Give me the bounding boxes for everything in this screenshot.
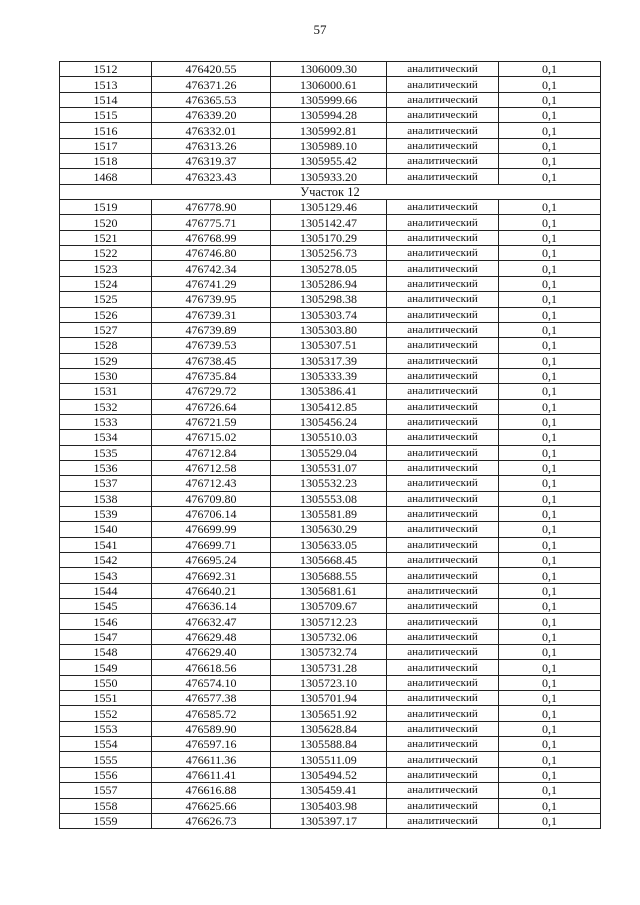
accuracy-cell: 0,1 bbox=[499, 368, 601, 383]
accuracy-cell: 0,1 bbox=[499, 414, 601, 429]
point-number-cell: 1542 bbox=[60, 553, 152, 568]
y-coordinate-cell: 1305333.39 bbox=[271, 368, 387, 383]
x-coordinate-cell: 476319.37 bbox=[152, 154, 271, 169]
accuracy-cell: 0,1 bbox=[499, 230, 601, 245]
method-cell: аналитический bbox=[387, 123, 499, 138]
y-coordinate-cell: 1305529.04 bbox=[271, 445, 387, 460]
accuracy-cell: 0,1 bbox=[499, 537, 601, 552]
x-coordinate-cell: 476695.24 bbox=[152, 553, 271, 568]
method-cell: аналитический bbox=[387, 691, 499, 706]
point-number-cell: 1537 bbox=[60, 476, 152, 491]
table-row bbox=[60, 568, 601, 583]
y-coordinate-cell: 1305142.47 bbox=[271, 215, 387, 230]
method-cell: аналитический bbox=[387, 537, 499, 552]
point-number-cell: 1526 bbox=[60, 307, 152, 322]
y-coordinate-cell: 1305403.98 bbox=[271, 798, 387, 813]
method-cell: аналитический bbox=[387, 368, 499, 383]
y-coordinate-cell: 1305732.74 bbox=[271, 645, 387, 660]
point-number-cell: 1517 bbox=[60, 138, 152, 153]
point-number-cell: 1545 bbox=[60, 599, 152, 614]
method-cell: аналитический bbox=[387, 752, 499, 767]
y-coordinate-cell: 1305994.28 bbox=[271, 108, 387, 123]
table-row bbox=[60, 737, 601, 752]
y-coordinate-cell: 1305553.08 bbox=[271, 491, 387, 506]
method-cell: аналитический bbox=[387, 261, 499, 276]
method-cell: аналитический bbox=[387, 307, 499, 322]
point-number-cell: 1552 bbox=[60, 706, 152, 721]
method-cell: аналитический bbox=[387, 599, 499, 614]
point-number-cell: 1533 bbox=[60, 414, 152, 429]
accuracy-cell: 0,1 bbox=[499, 568, 601, 583]
x-coordinate-cell: 476585.72 bbox=[152, 706, 271, 721]
table-row bbox=[60, 583, 601, 598]
point-number-cell: 1541 bbox=[60, 537, 152, 552]
x-coordinate-cell: 476739.31 bbox=[152, 307, 271, 322]
table-row bbox=[60, 108, 601, 123]
accuracy-cell: 0,1 bbox=[499, 92, 601, 107]
table-row bbox=[60, 491, 601, 506]
accuracy-cell: 0,1 bbox=[499, 599, 601, 614]
table-row bbox=[60, 154, 601, 169]
table-row bbox=[60, 522, 601, 537]
accuracy-cell: 0,1 bbox=[499, 246, 601, 261]
point-number-cell: 1532 bbox=[60, 399, 152, 414]
x-coordinate-cell: 476574.10 bbox=[152, 675, 271, 690]
method-cell: аналитический bbox=[387, 645, 499, 660]
x-coordinate-cell: 476778.90 bbox=[152, 200, 271, 215]
method-cell: аналитический bbox=[387, 737, 499, 752]
method-cell: аналитический bbox=[387, 660, 499, 675]
point-number-cell: 1538 bbox=[60, 491, 152, 506]
method-cell: аналитический bbox=[387, 506, 499, 521]
x-coordinate-cell: 476739.53 bbox=[152, 338, 271, 353]
point-number-cell: 1543 bbox=[60, 568, 152, 583]
table-row bbox=[60, 123, 601, 138]
point-number-cell: 1523 bbox=[60, 261, 152, 276]
table-row bbox=[60, 353, 601, 368]
table-row bbox=[60, 246, 601, 261]
y-coordinate-cell: 1305286.94 bbox=[271, 276, 387, 291]
x-coordinate-cell: 476729.72 bbox=[152, 384, 271, 399]
table-row bbox=[60, 200, 601, 215]
x-coordinate-cell: 476738.45 bbox=[152, 353, 271, 368]
method-cell: аналитический bbox=[387, 77, 499, 92]
point-number-cell: 1554 bbox=[60, 737, 152, 752]
accuracy-cell: 0,1 bbox=[499, 215, 601, 230]
point-number-cell: 1551 bbox=[60, 691, 152, 706]
table-row bbox=[60, 460, 601, 475]
y-coordinate-cell: 1305992.81 bbox=[271, 123, 387, 138]
point-number-cell: 1529 bbox=[60, 353, 152, 368]
accuracy-cell: 0,1 bbox=[499, 645, 601, 660]
method-cell: аналитический bbox=[387, 476, 499, 491]
method-cell: аналитический bbox=[387, 353, 499, 368]
accuracy-cell: 0,1 bbox=[499, 108, 601, 123]
table-row bbox=[60, 322, 601, 337]
method-cell: аналитический bbox=[387, 338, 499, 353]
y-coordinate-cell: 1305510.03 bbox=[271, 430, 387, 445]
accuracy-cell: 0,1 bbox=[499, 752, 601, 767]
x-coordinate-cell: 476709.80 bbox=[152, 491, 271, 506]
method-cell: аналитический bbox=[387, 138, 499, 153]
method-cell: аналитический bbox=[387, 215, 499, 230]
x-coordinate-cell: 476741.29 bbox=[152, 276, 271, 291]
y-coordinate-cell: 1305630.29 bbox=[271, 522, 387, 537]
y-coordinate-cell: 1305581.89 bbox=[271, 506, 387, 521]
method-cell: аналитический bbox=[387, 629, 499, 644]
table-row bbox=[60, 77, 601, 92]
y-coordinate-cell: 1305298.38 bbox=[271, 292, 387, 307]
point-number-cell: 1524 bbox=[60, 276, 152, 291]
table-row bbox=[60, 629, 601, 644]
table-row bbox=[60, 138, 601, 153]
y-coordinate-cell: 1305412.85 bbox=[271, 399, 387, 414]
point-number-cell: 1525 bbox=[60, 292, 152, 307]
accuracy-cell: 0,1 bbox=[499, 783, 601, 798]
y-coordinate-cell: 1305709.67 bbox=[271, 599, 387, 614]
x-coordinate-cell: 476712.58 bbox=[152, 460, 271, 475]
table-row bbox=[60, 537, 601, 552]
point-number-cell: 1556 bbox=[60, 767, 152, 782]
table-row bbox=[60, 292, 601, 307]
x-coordinate-cell: 476712.84 bbox=[152, 445, 271, 460]
accuracy-cell: 0,1 bbox=[499, 553, 601, 568]
y-coordinate-cell: 1305129.46 bbox=[271, 200, 387, 215]
point-number-cell: 1553 bbox=[60, 721, 152, 736]
accuracy-cell: 0,1 bbox=[499, 675, 601, 690]
x-coordinate-cell: 476625.66 bbox=[152, 798, 271, 813]
point-number-cell: 1522 bbox=[60, 246, 152, 261]
x-coordinate-cell: 476632.47 bbox=[152, 614, 271, 629]
accuracy-cell: 0,1 bbox=[499, 322, 601, 337]
x-coordinate-cell: 476640.21 bbox=[152, 583, 271, 598]
y-coordinate-cell: 1305989.10 bbox=[271, 138, 387, 153]
method-cell: аналитический bbox=[387, 675, 499, 690]
y-coordinate-cell: 1305628.84 bbox=[271, 721, 387, 736]
y-coordinate-cell: 1305731.28 bbox=[271, 660, 387, 675]
method-cell: аналитический bbox=[387, 721, 499, 736]
accuracy-cell: 0,1 bbox=[499, 62, 601, 77]
point-number-cell: 1519 bbox=[60, 200, 152, 215]
section-header-row bbox=[60, 184, 601, 199]
point-number-cell: 1548 bbox=[60, 645, 152, 660]
method-cell: аналитический bbox=[387, 522, 499, 537]
table-row bbox=[60, 813, 601, 828]
accuracy-cell: 0,1 bbox=[499, 767, 601, 782]
table-row bbox=[60, 230, 601, 245]
point-number-cell: 1547 bbox=[60, 629, 152, 644]
x-coordinate-cell: 476699.71 bbox=[152, 537, 271, 552]
table-row bbox=[60, 752, 601, 767]
x-coordinate-cell: 476739.95 bbox=[152, 292, 271, 307]
method-cell: аналитический bbox=[387, 292, 499, 307]
x-coordinate-cell: 476636.14 bbox=[152, 599, 271, 614]
x-coordinate-cell: 476735.84 bbox=[152, 368, 271, 383]
accuracy-cell: 0,1 bbox=[499, 353, 601, 368]
table-row bbox=[60, 399, 601, 414]
table-row bbox=[60, 276, 601, 291]
accuracy-cell: 0,1 bbox=[499, 138, 601, 153]
method-cell: аналитический bbox=[387, 798, 499, 813]
x-coordinate-cell: 476768.99 bbox=[152, 230, 271, 245]
point-number-cell: 1516 bbox=[60, 123, 152, 138]
x-coordinate-cell: 476626.73 bbox=[152, 813, 271, 828]
method-cell: аналитический bbox=[387, 276, 499, 291]
method-cell: аналитический bbox=[387, 491, 499, 506]
x-coordinate-cell: 476332.01 bbox=[152, 123, 271, 138]
accuracy-cell: 0,1 bbox=[499, 506, 601, 521]
y-coordinate-cell: 1305386.41 bbox=[271, 384, 387, 399]
method-cell: аналитический bbox=[387, 783, 499, 798]
accuracy-cell: 0,1 bbox=[499, 169, 601, 184]
x-coordinate-cell: 476692.31 bbox=[152, 568, 271, 583]
y-coordinate-cell: 1305511.09 bbox=[271, 752, 387, 767]
point-number-cell: 1515 bbox=[60, 108, 152, 123]
accuracy-cell: 0,1 bbox=[499, 798, 601, 813]
table-row bbox=[60, 384, 601, 399]
y-coordinate-cell: 1305317.39 bbox=[271, 353, 387, 368]
point-number-cell: 1534 bbox=[60, 430, 152, 445]
method-cell: аналитический bbox=[387, 169, 499, 184]
method-cell: аналитический bbox=[387, 414, 499, 429]
method-cell: аналитический bbox=[387, 445, 499, 460]
table-row bbox=[60, 169, 601, 184]
accuracy-cell: 0,1 bbox=[499, 338, 601, 353]
accuracy-cell: 0,1 bbox=[499, 583, 601, 598]
accuracy-cell: 0,1 bbox=[499, 307, 601, 322]
x-coordinate-cell: 476715.02 bbox=[152, 430, 271, 445]
point-number-cell: 1536 bbox=[60, 460, 152, 475]
method-cell: аналитический bbox=[387, 230, 499, 245]
x-coordinate-cell: 476775.71 bbox=[152, 215, 271, 230]
table-row bbox=[60, 338, 601, 353]
point-number-cell: 1559 bbox=[60, 813, 152, 828]
method-cell: аналитический bbox=[387, 246, 499, 261]
y-coordinate-cell: 1305999.66 bbox=[271, 92, 387, 107]
method-cell: аналитический bbox=[387, 460, 499, 475]
point-number-cell: 1530 bbox=[60, 368, 152, 383]
coordinates-table bbox=[59, 61, 601, 829]
y-coordinate-cell: 1305303.80 bbox=[271, 322, 387, 337]
accuracy-cell: 0,1 bbox=[499, 123, 601, 138]
y-coordinate-cell: 1305459.41 bbox=[271, 783, 387, 798]
y-coordinate-cell: 1306000.61 bbox=[271, 77, 387, 92]
method-cell: аналитический bbox=[387, 92, 499, 107]
method-cell: аналитический bbox=[387, 706, 499, 721]
point-number-cell: 1558 bbox=[60, 798, 152, 813]
table-row bbox=[60, 675, 601, 690]
table-row bbox=[60, 261, 601, 276]
y-coordinate-cell: 1305256.73 bbox=[271, 246, 387, 261]
table-row bbox=[60, 307, 601, 322]
y-coordinate-cell: 1305170.29 bbox=[271, 230, 387, 245]
accuracy-cell: 0,1 bbox=[499, 721, 601, 736]
point-number-cell: 1535 bbox=[60, 445, 152, 460]
method-cell: аналитический bbox=[387, 568, 499, 583]
x-coordinate-cell: 476589.90 bbox=[152, 721, 271, 736]
method-cell: аналитический bbox=[387, 767, 499, 782]
table-row bbox=[60, 92, 601, 107]
x-coordinate-cell: 476629.40 bbox=[152, 645, 271, 660]
y-coordinate-cell: 1305494.52 bbox=[271, 767, 387, 782]
table-row bbox=[60, 798, 601, 813]
table-row bbox=[60, 783, 601, 798]
y-coordinate-cell: 1305723.10 bbox=[271, 675, 387, 690]
point-number-cell: 1468 bbox=[60, 169, 152, 184]
method-cell: аналитический bbox=[387, 614, 499, 629]
accuracy-cell: 0,1 bbox=[499, 399, 601, 414]
table-row bbox=[60, 614, 601, 629]
point-number-cell: 1540 bbox=[60, 522, 152, 537]
y-coordinate-cell: 1305633.05 bbox=[271, 537, 387, 552]
x-coordinate-cell: 476739.89 bbox=[152, 322, 271, 337]
method-cell: аналитический bbox=[387, 200, 499, 215]
y-coordinate-cell: 1305532.23 bbox=[271, 476, 387, 491]
y-coordinate-cell: 1305651.92 bbox=[271, 706, 387, 721]
x-coordinate-cell: 476726.64 bbox=[152, 399, 271, 414]
accuracy-cell: 0,1 bbox=[499, 261, 601, 276]
method-cell: аналитический bbox=[387, 430, 499, 445]
accuracy-cell: 0,1 bbox=[499, 77, 601, 92]
accuracy-cell: 0,1 bbox=[499, 460, 601, 475]
table-row bbox=[60, 62, 601, 77]
table-row bbox=[60, 506, 601, 521]
point-number-cell: 1521 bbox=[60, 230, 152, 245]
accuracy-cell: 0,1 bbox=[499, 691, 601, 706]
x-coordinate-cell: 476323.43 bbox=[152, 169, 271, 184]
table-row bbox=[60, 215, 601, 230]
table-row bbox=[60, 414, 601, 429]
point-number-cell: 1520 bbox=[60, 215, 152, 230]
point-number-cell: 1544 bbox=[60, 583, 152, 598]
y-coordinate-cell: 1305456.24 bbox=[271, 414, 387, 429]
method-cell: аналитический bbox=[387, 399, 499, 414]
x-coordinate-cell: 476365.53 bbox=[152, 92, 271, 107]
y-coordinate-cell: 1305681.61 bbox=[271, 583, 387, 598]
accuracy-cell: 0,1 bbox=[499, 491, 601, 506]
y-coordinate-cell: 1305712.23 bbox=[271, 614, 387, 629]
accuracy-cell: 0,1 bbox=[499, 276, 601, 291]
method-cell: аналитический bbox=[387, 813, 499, 828]
point-number-cell: 1527 bbox=[60, 322, 152, 337]
x-coordinate-cell: 476618.56 bbox=[152, 660, 271, 675]
table-row bbox=[60, 476, 601, 491]
page-number: 57 bbox=[313, 22, 327, 37]
y-coordinate-cell: 1306009.30 bbox=[271, 62, 387, 77]
x-coordinate-cell: 476597.16 bbox=[152, 737, 271, 752]
table-row bbox=[60, 645, 601, 660]
y-coordinate-cell: 1305933.20 bbox=[271, 169, 387, 184]
coordinates-table-body bbox=[60, 62, 601, 829]
table-row bbox=[60, 599, 601, 614]
point-number-cell: 1513 bbox=[60, 77, 152, 92]
table-row bbox=[60, 553, 601, 568]
x-coordinate-cell: 476629.48 bbox=[152, 629, 271, 644]
y-coordinate-cell: 1305732.06 bbox=[271, 629, 387, 644]
point-number-cell: 1546 bbox=[60, 614, 152, 629]
point-number-cell: 1549 bbox=[60, 660, 152, 675]
accuracy-cell: 0,1 bbox=[499, 292, 601, 307]
x-coordinate-cell: 476611.41 bbox=[152, 767, 271, 782]
point-number-cell: 1514 bbox=[60, 92, 152, 107]
table-row bbox=[60, 430, 601, 445]
section-title: Участок 12 bbox=[60, 184, 601, 199]
y-coordinate-cell: 1305668.45 bbox=[271, 553, 387, 568]
x-coordinate-cell: 476712.43 bbox=[152, 476, 271, 491]
x-coordinate-cell: 476721.59 bbox=[152, 414, 271, 429]
point-number-cell: 1518 bbox=[60, 154, 152, 169]
accuracy-cell: 0,1 bbox=[499, 522, 601, 537]
point-number-cell: 1557 bbox=[60, 783, 152, 798]
y-coordinate-cell: 1305303.74 bbox=[271, 307, 387, 322]
method-cell: аналитический bbox=[387, 583, 499, 598]
accuracy-cell: 0,1 bbox=[499, 445, 601, 460]
method-cell: аналитический bbox=[387, 322, 499, 337]
accuracy-cell: 0,1 bbox=[499, 476, 601, 491]
method-cell: аналитический bbox=[387, 108, 499, 123]
accuracy-cell: 0,1 bbox=[499, 660, 601, 675]
table-row bbox=[60, 368, 601, 383]
accuracy-cell: 0,1 bbox=[499, 384, 601, 399]
accuracy-cell: 0,1 bbox=[499, 154, 601, 169]
accuracy-cell: 0,1 bbox=[499, 629, 601, 644]
y-coordinate-cell: 1305307.51 bbox=[271, 338, 387, 353]
accuracy-cell: 0,1 bbox=[499, 200, 601, 215]
x-coordinate-cell: 476746.80 bbox=[152, 246, 271, 261]
point-number-cell: 1550 bbox=[60, 675, 152, 690]
x-coordinate-cell: 476706.14 bbox=[152, 506, 271, 521]
y-coordinate-cell: 1305701.94 bbox=[271, 691, 387, 706]
accuracy-cell: 0,1 bbox=[499, 813, 601, 828]
x-coordinate-cell: 476339.20 bbox=[152, 108, 271, 123]
x-coordinate-cell: 476313.26 bbox=[152, 138, 271, 153]
accuracy-cell: 0,1 bbox=[499, 614, 601, 629]
point-number-cell: 1555 bbox=[60, 752, 152, 767]
table-row bbox=[60, 445, 601, 460]
point-number-cell: 1512 bbox=[60, 62, 152, 77]
x-coordinate-cell: 476699.99 bbox=[152, 522, 271, 537]
accuracy-cell: 0,1 bbox=[499, 706, 601, 721]
accuracy-cell: 0,1 bbox=[499, 430, 601, 445]
point-number-cell: 1539 bbox=[60, 506, 152, 521]
method-cell: аналитический bbox=[387, 553, 499, 568]
y-coordinate-cell: 1305588.84 bbox=[271, 737, 387, 752]
point-number-cell: 1528 bbox=[60, 338, 152, 353]
method-cell: аналитический bbox=[387, 154, 499, 169]
y-coordinate-cell: 1305531.07 bbox=[271, 460, 387, 475]
y-coordinate-cell: 1305955.42 bbox=[271, 154, 387, 169]
x-coordinate-cell: 476616.88 bbox=[152, 783, 271, 798]
table-row bbox=[60, 660, 601, 675]
x-coordinate-cell: 476611.36 bbox=[152, 752, 271, 767]
method-cell: аналитический bbox=[387, 384, 499, 399]
accuracy-cell: 0,1 bbox=[499, 737, 601, 752]
y-coordinate-cell: 1305688.55 bbox=[271, 568, 387, 583]
x-coordinate-cell: 476420.55 bbox=[152, 62, 271, 77]
y-coordinate-cell: 1305278.05 bbox=[271, 261, 387, 276]
x-coordinate-cell: 476577.38 bbox=[152, 691, 271, 706]
table-row bbox=[60, 767, 601, 782]
x-coordinate-cell: 476742.34 bbox=[152, 261, 271, 276]
table-row bbox=[60, 721, 601, 736]
point-number-cell: 1531 bbox=[60, 384, 152, 399]
x-coordinate-cell: 476371.26 bbox=[152, 77, 271, 92]
y-coordinate-cell: 1305397.17 bbox=[271, 813, 387, 828]
method-cell: аналитический bbox=[387, 62, 499, 77]
table-row bbox=[60, 706, 601, 721]
table-row bbox=[60, 691, 601, 706]
